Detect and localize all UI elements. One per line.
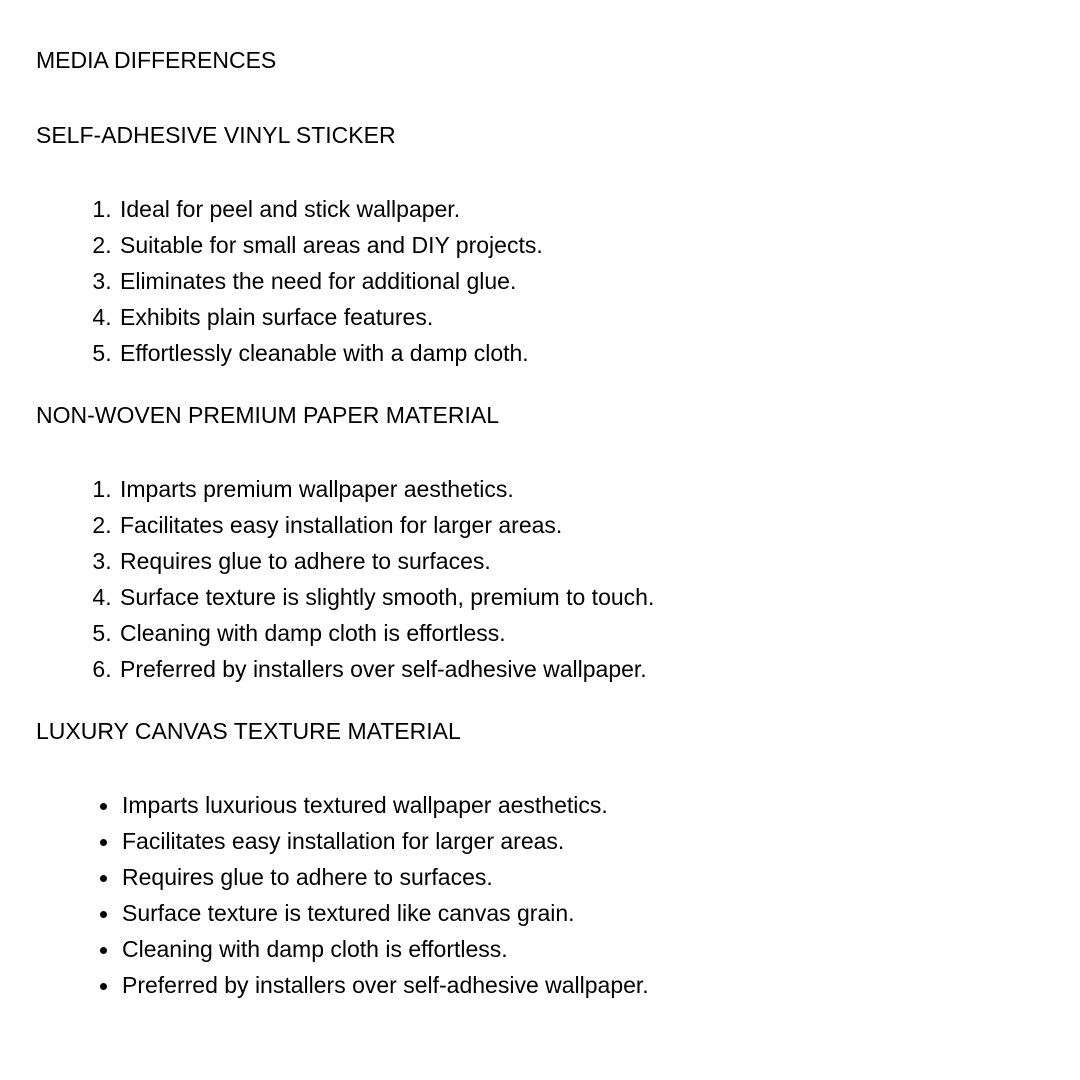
list-item-text: Ideal for peel and stick wallpaper.: [120, 195, 461, 222]
list-item: [118, 227, 1044, 263]
section-luxury-canvas-texture-material: [36, 717, 1044, 1003]
spacer: [36, 151, 1044, 191]
spacer: [36, 371, 1044, 401]
list-item-text: Suitable for small areas and DIY projects.: [120, 231, 543, 258]
section-heading: SELF-ADHESIVE VINYL STICKER: [36, 121, 396, 148]
list-item: [120, 823, 1044, 859]
section-heading: NON-WOVEN PREMIUM PAPER MATERIAL: [36, 401, 500, 428]
spacer: [36, 431, 1044, 471]
section-non-woven-premium-paper-material: [36, 401, 1044, 687]
list-item: [120, 967, 1044, 1003]
list-item: [120, 859, 1044, 895]
list-item: [118, 579, 1044, 615]
list-item: [120, 931, 1044, 967]
list-item: [120, 895, 1044, 931]
spacer: [36, 747, 1044, 787]
list-item-text: Requires glue to adhere to surfaces.: [122, 863, 493, 890]
list-item: [118, 651, 1044, 687]
list-item: [118, 191, 1044, 227]
list-item: [118, 335, 1044, 371]
section-list: [36, 471, 1044, 687]
list-item-text: Effortlessly cleanable with a damp cloth.: [120, 339, 529, 366]
list-item: [120, 787, 1044, 823]
list-item-text: Preferred by installers over self-adhesive wallpaper.: [122, 971, 649, 998]
list-item-text: Imparts luxurious textured wallpaper aesthetics.: [122, 791, 608, 818]
list-item-text: Imparts premium wallpaper aesthetics.: [120, 475, 514, 502]
list-item-text: Surface texture is slightly smooth, premium to touch.: [120, 583, 655, 610]
page-title: MEDIA DIFFERENCES: [36, 47, 277, 73]
list-item: [118, 507, 1044, 543]
list-item: [118, 615, 1044, 651]
list-item: [118, 263, 1044, 299]
list-item-text: Requires glue to adhere to surfaces.: [120, 547, 491, 574]
section-self-adhesive-vinyl-sticker: [36, 121, 1044, 371]
list-item: [118, 543, 1044, 579]
list-item-text: Surface texture is textured like canvas grain.: [122, 899, 575, 926]
spacer: [36, 76, 1044, 121]
list-item-text: Facilitates easy installation for larger areas.: [120, 511, 563, 538]
section-list: [36, 191, 1044, 371]
spacer: [36, 687, 1044, 717]
list-item-text: Preferred by installers over self-adhesive wallpaper.: [120, 655, 647, 682]
list-item-text: Eliminates the need for additional glue.: [120, 267, 517, 294]
list-item-text: Exhibits plain surface features.: [120, 303, 434, 330]
list-item: [118, 299, 1044, 335]
list-item-text: Cleaning with damp cloth is effortless.: [120, 619, 506, 646]
section-heading: LUXURY CANVAS TEXTURE MATERIAL: [36, 717, 461, 744]
list-item: [118, 471, 1044, 507]
list-item-text: Facilitates easy installation for larger areas.: [122, 827, 565, 854]
section-list: [36, 787, 1044, 1003]
list-item-text: Cleaning with damp cloth is effortless.: [122, 935, 508, 962]
